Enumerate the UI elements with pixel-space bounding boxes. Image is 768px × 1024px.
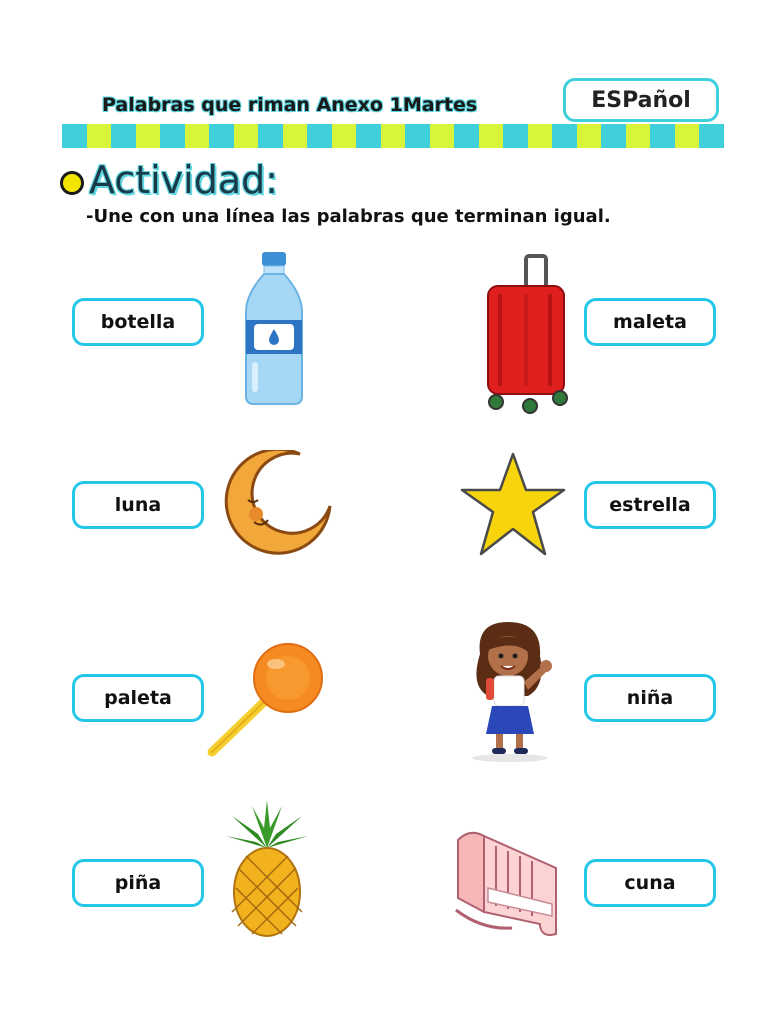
- word-box-pina[interactable]: piña: [72, 859, 204, 907]
- instruction-text: -Une con una línea las palabras que terminan igual.: [86, 206, 611, 227]
- word-box-luna[interactable]: luna: [72, 481, 204, 529]
- crescent-moon-icon: [222, 450, 334, 558]
- water-bottle-icon: [238, 250, 310, 406]
- word-box-nina[interactable]: niña: [584, 674, 716, 722]
- suitcase-icon: [480, 254, 572, 414]
- crib-icon: [452, 826, 564, 940]
- header-stripe: [62, 124, 724, 148]
- word-box-paleta[interactable]: paleta: [72, 674, 204, 722]
- word-box-botella[interactable]: botella: [72, 298, 204, 346]
- word-box-cuna[interactable]: cuna: [584, 859, 716, 907]
- worksheet-title: Palabras que riman Anexo 1Martes: [102, 94, 478, 116]
- bullet-dot-icon: [60, 171, 84, 195]
- girl-icon: [458, 616, 560, 764]
- pineapple-icon: [222, 798, 312, 938]
- star-icon: [460, 450, 566, 558]
- subject-badge: ESPañol: [563, 78, 719, 122]
- word-box-estrella[interactable]: estrella: [584, 481, 716, 529]
- word-box-maleta[interactable]: maleta: [584, 298, 716, 346]
- activity-title: Actividad:: [89, 158, 279, 202]
- lollipop-icon: [204, 642, 328, 760]
